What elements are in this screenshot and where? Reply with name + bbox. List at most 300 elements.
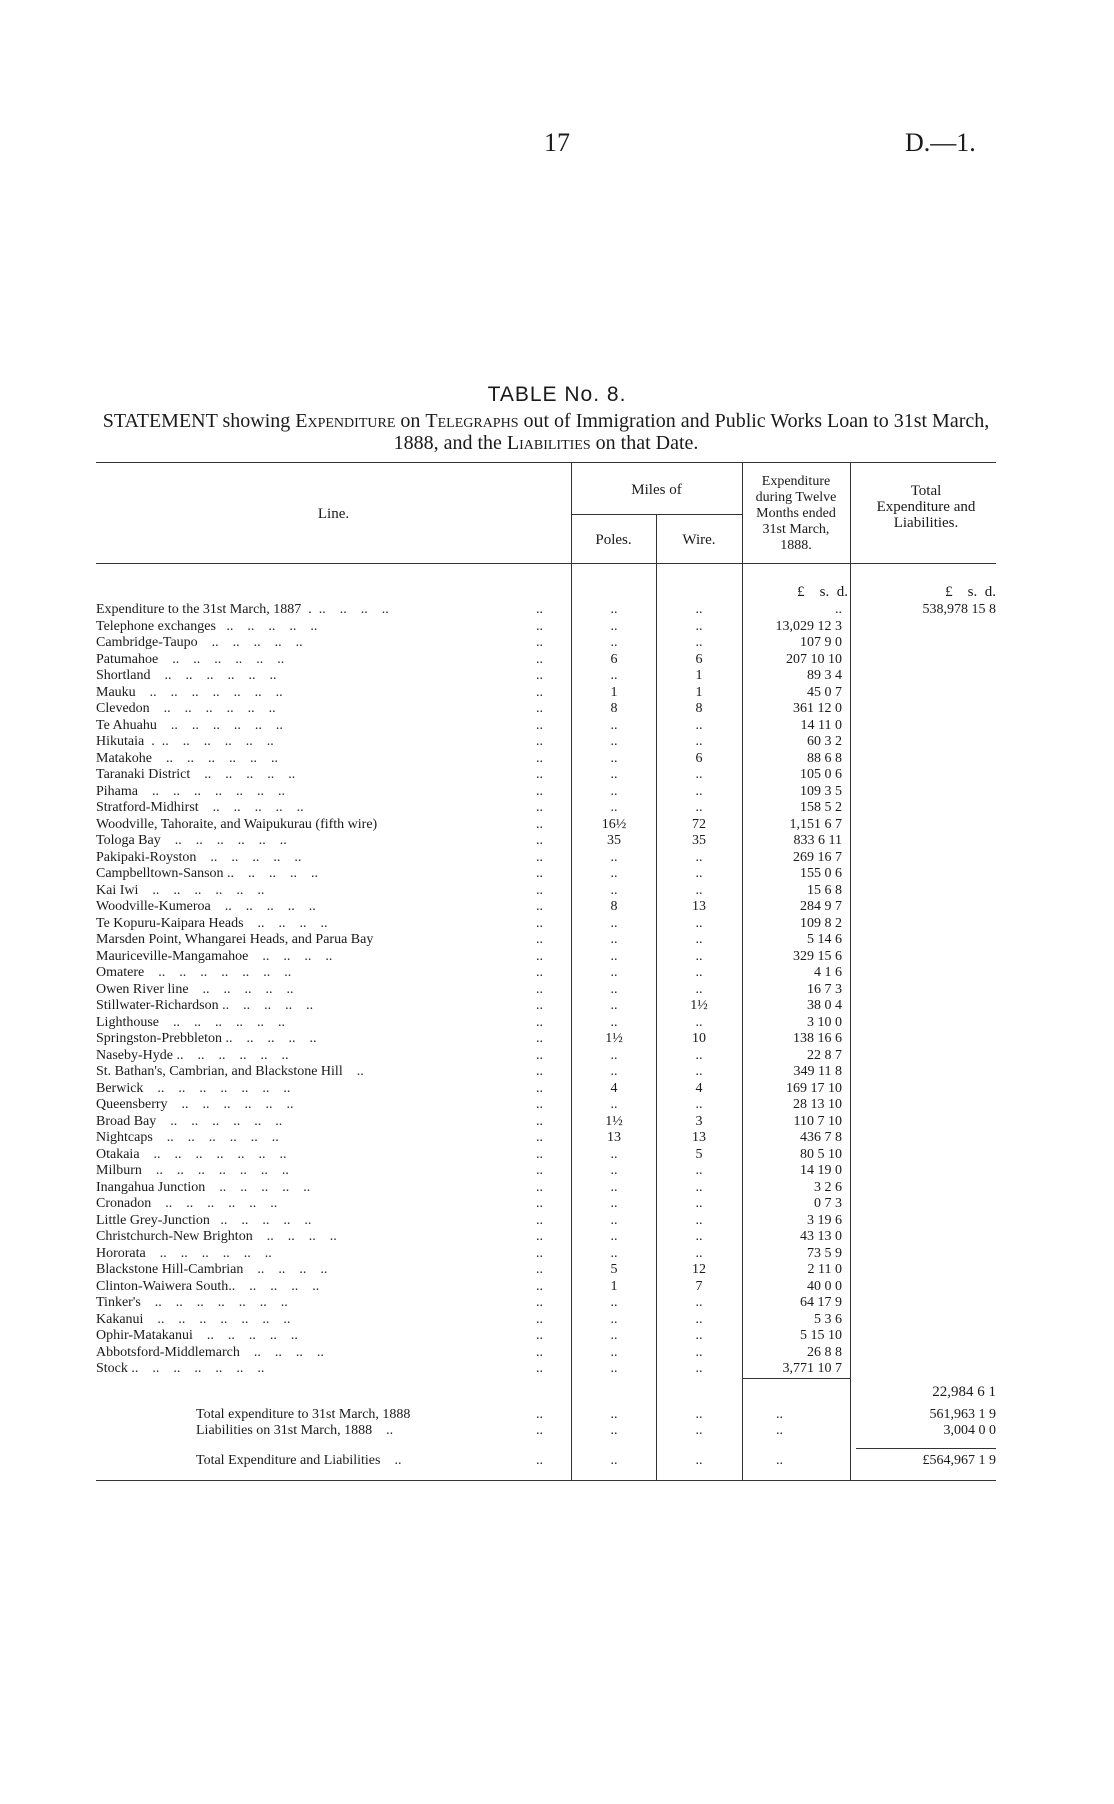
table-row (0, 1295, 1114, 1311)
dots: .. (536, 1212, 543, 1228)
expenditure-value: 45 0 7 (807, 684, 842, 700)
expenditure-value: 109 3 5 (800, 783, 842, 799)
table-row (0, 1064, 1114, 1080)
poles-value: 1 (610, 684, 618, 700)
header-miles-of: Miles of (631, 482, 682, 498)
expenditure-value: 0 7 3 (814, 1196, 842, 1211)
table-row (0, 800, 1114, 816)
dots: .. (536, 998, 543, 1013)
table-row (0, 1048, 1114, 1064)
poles-value: .. (610, 998, 618, 1013)
dots: .. (536, 651, 543, 667)
line-name: Patumahoe .. .. .. .. .. .. (96, 651, 285, 667)
dots: .. (536, 684, 543, 700)
poles-value: 16½ (601, 816, 627, 832)
page-number: 17 (544, 128, 570, 157)
expenditure-value: 3 19 6 (807, 1212, 842, 1228)
table-row (0, 635, 1114, 651)
expenditure-value: 15 6 8 (807, 882, 842, 898)
wire-value: 35 (692, 833, 706, 848)
dots: .. (536, 1163, 543, 1178)
line-name: Clinton-Waiwera South.. .. .. .. .. (96, 1278, 320, 1294)
wire-value: .. (695, 882, 703, 898)
grand-total-value: £564,967 1 9 (922, 1453, 996, 1468)
poles-value: .. (610, 800, 618, 815)
wire-value: .. (695, 734, 703, 749)
wire-value: 10 (692, 1031, 706, 1046)
poles-value: 13 (607, 1130, 621, 1145)
wire-value: 6 (695, 750, 703, 766)
dots: .. (536, 783, 543, 799)
expenditure-value: 64 17 9 (800, 1295, 842, 1310)
table-row (0, 784, 1114, 800)
poles-value: .. (610, 1097, 618, 1112)
poles-value: .. (610, 635, 618, 650)
expenditure-value: 436 7 8 (800, 1130, 842, 1145)
line-name: St. Bathan's, Cambrian, and Blackstone Hill .. (96, 1064, 364, 1079)
table-row (0, 685, 1114, 701)
table-row (0, 734, 1114, 750)
expenditure-value: 26 8 8 (807, 1344, 842, 1360)
line-name: Pihama .. .. .. .. .. .. .. (96, 783, 285, 799)
dots: .. (695, 1453, 703, 1468)
wire-value: .. (695, 965, 703, 980)
dots: .. (536, 668, 543, 683)
dots: .. (776, 1453, 783, 1468)
line-name: Otakaia .. .. .. .. .. .. .. (96, 1146, 287, 1162)
dots: .. (610, 1407, 618, 1422)
wire-value: 13 (692, 899, 706, 914)
table-top-rule (96, 462, 996, 463)
dots: .. (536, 1311, 543, 1327)
dots: .. (776, 1423, 783, 1438)
poles-value: .. (610, 1328, 618, 1343)
poles-value: 8 (610, 701, 618, 716)
expenditure-value: 169 17 10 (786, 1080, 842, 1096)
line-name: Abbotsford-Middlemarch .. .. .. .. (96, 1344, 324, 1360)
table-row (0, 866, 1114, 882)
table-row (0, 1180, 1114, 1196)
poles-value: .. (610, 1179, 618, 1195)
wire-value: .. (695, 1361, 703, 1376)
statement-expenditure: Expenditure (295, 410, 396, 432)
dots: .. (536, 717, 543, 733)
table-row (0, 1031, 1114, 1047)
table-row (0, 1345, 1114, 1361)
poles-value: .. (610, 1361, 618, 1376)
line-name: Matakohe .. .. .. .. .. .. (96, 750, 278, 766)
expenditure-value: 43 13 0 (800, 1229, 842, 1244)
table-row (0, 1097, 1114, 1113)
table-row (0, 833, 1114, 849)
dots: .. (536, 1262, 543, 1277)
dots: .. (536, 1179, 543, 1195)
document-code: D.—1. (905, 128, 976, 157)
table-row (0, 1114, 1114, 1130)
dots: .. (536, 882, 543, 898)
wire-value: .. (695, 1179, 703, 1195)
header-wire: Wire. (682, 532, 716, 548)
wire-value: .. (695, 1097, 703, 1112)
table-row (0, 652, 1114, 668)
wire-value: 13 (692, 1130, 706, 1145)
dots: .. (776, 1407, 783, 1422)
line-name: Milburn .. .. .. .. .. .. .. (96, 1163, 289, 1178)
subtotal-value: 22,984 6 1 (932, 1384, 996, 1400)
wire-value: 5 (695, 1146, 703, 1162)
wire-value: .. (695, 1014, 703, 1030)
line-name: Hororata .. .. .. .. .. .. (96, 1245, 272, 1261)
wire-value: .. (695, 800, 703, 815)
dots: .. (536, 1080, 543, 1096)
wire-value: .. (695, 635, 703, 650)
wire-value: 1 (695, 684, 703, 700)
expenditure-value: 105 0 6 (800, 767, 842, 782)
line-name: Naseby-Hyde .. .. .. .. .. .. (96, 1047, 289, 1063)
table-title: TABLE No. 8. (487, 383, 627, 406)
dots: .. (536, 1113, 543, 1129)
liabilities-row (0, 1422, 1114, 1440)
expenditure-value: 22 8 7 (807, 1047, 842, 1063)
statement-text: out of Immigration and Public Works Loan to 31st March, 1888, and the (393, 410, 990, 454)
expenditure-value: 269 16 7 (793, 849, 842, 865)
dots: .. (536, 1014, 543, 1030)
dots: .. (536, 1453, 543, 1468)
table-row (0, 1163, 1114, 1179)
header-bottom-rule (96, 563, 996, 564)
line-name: Lighthouse .. .. .. .. .. .. (96, 1014, 285, 1030)
expenditure-value: 349 11 8 (793, 1064, 842, 1079)
wire-value: .. (695, 1328, 703, 1343)
line-name: Owen River line .. .. .. .. .. (96, 981, 294, 997)
wire-value: 8 (695, 701, 703, 716)
expenditure-value: 3,771 10 7 (782, 1361, 842, 1376)
dots: .. (536, 899, 543, 914)
wire-value: .. (695, 1311, 703, 1327)
line-name: Broad Bay .. .. .. .. .. .. (96, 1113, 283, 1129)
table-row (0, 949, 1114, 965)
line-name: Te Kopuru-Kaipara Heads .. .. .. .. (96, 915, 328, 931)
expenditure-value: 329 15 6 (793, 948, 842, 964)
line-name: Kakanui .. .. .. .. .. .. .. (96, 1311, 291, 1327)
poles-value: .. (610, 849, 618, 865)
statement-text: showing (222, 410, 291, 432)
table-row (0, 899, 1114, 915)
liabilities-value: 3,004 0 0 (943, 1423, 996, 1438)
expenditure-value: 138 16 6 (793, 1031, 842, 1046)
expenditure-value: 88 6 8 (807, 750, 842, 766)
header-line: Line. (317, 506, 350, 522)
wire-value: .. (695, 1212, 703, 1228)
expenditure-value: 4 1 6 (814, 965, 842, 980)
line-name: Stillwater-Richardson .. .. .. .. .. (96, 998, 314, 1013)
line-name: Tologa Bay .. .. .. .. .. .. (96, 833, 287, 848)
line-name: Ophir-Matakanui .. .. .. .. .. (96, 1328, 298, 1343)
poles-value: .. (610, 1014, 618, 1030)
table-row (0, 916, 1114, 932)
line-name: Berwick .. .. .. .. .. .. .. (96, 1080, 291, 1096)
line-name: Nightcaps .. .. .. .. .. .. (96, 1130, 279, 1145)
expenditure-value: 284 9 7 (800, 899, 842, 914)
line-name: Tinker's .. .. .. .. .. .. .. (96, 1295, 288, 1310)
poles-value: 35 (607, 833, 621, 848)
table-row (0, 619, 1114, 635)
dots: .. (536, 1064, 543, 1079)
poles-value: 5 (610, 1262, 618, 1277)
subtotal-rule (742, 1378, 850, 1379)
wire-value: 72 (692, 816, 706, 832)
dots: .. (536, 816, 543, 832)
poles-value: 8 (610, 899, 618, 914)
wire-value: .. (695, 948, 703, 964)
expenditure-value: 158 5 2 (800, 800, 842, 815)
header-expenditure: Expenditure during Twelve Months ended 31st March, 1888. (755, 474, 837, 553)
liabilities-label: Liabilities on 31st March, 1888 .. (196, 1423, 394, 1438)
dots: .. (536, 602, 543, 617)
wire-value: .. (695, 849, 703, 865)
wire-value: 12 (692, 1262, 706, 1277)
line-name: Shortland .. .. .. .. .. .. (96, 668, 277, 683)
table-row (0, 1246, 1114, 1262)
statement-liabilities: Liabilities (506, 432, 591, 454)
line-name: Hikutaia . .. .. .. .. .. .. (96, 734, 274, 749)
line-name: Blackstone Hill-Cambrian .. .. .. .. (96, 1262, 328, 1277)
table-row (0, 965, 1114, 981)
table-row (0, 850, 1114, 866)
line-name: Stratford-Midhirst .. .. .. .. .. (96, 800, 304, 815)
table-row (0, 1361, 1114, 1377)
dots: .. (536, 1328, 543, 1343)
poles-value: 1½ (605, 1031, 623, 1046)
expenditure-value: 40 0 0 (807, 1278, 842, 1294)
line-name: Woodville, Tahoraite, and Waipukurau (fifth wire) (96, 816, 378, 832)
line-name: Mauku .. .. .. .. .. .. .. (96, 684, 283, 700)
poles-value: .. (610, 1196, 618, 1211)
dots: .. (536, 701, 543, 716)
poles-value: .. (610, 1047, 618, 1063)
wire-value: .. (695, 618, 703, 634)
expenditure-value: 89 3 4 (807, 668, 842, 683)
line-name: Omatere .. .. .. .. .. .. .. (96, 965, 292, 980)
expenditure-value: 28 13 10 (793, 1097, 842, 1112)
dots: .. (695, 1407, 703, 1422)
poles-value: .. (610, 1245, 618, 1261)
table-bottom-rule (96, 1480, 996, 1481)
poles-value: .. (610, 1163, 618, 1178)
dots: .. (536, 1278, 543, 1294)
poles-value: .. (610, 717, 618, 733)
table-row (0, 883, 1114, 899)
dots: .. (536, 948, 543, 964)
poles-value: .. (610, 767, 618, 782)
poles-value: .. (610, 1344, 618, 1360)
poles-value: .. (610, 618, 618, 634)
statement-lead: STATEMENT (102, 410, 218, 432)
expenditure-value: 109 8 2 (800, 915, 842, 931)
dots: .. (536, 1196, 543, 1211)
table-row (0, 1015, 1114, 1031)
expenditure-value: 73 5 9 (807, 1245, 842, 1261)
header-poles: Poles. (595, 532, 632, 548)
dots: .. (536, 915, 543, 931)
wire-value: 1½ (690, 998, 708, 1013)
poles-value: .. (610, 668, 618, 683)
line-name: Kai Iwi .. .. .. .. .. .. (96, 882, 265, 898)
poles-value: 1½ (605, 1113, 623, 1129)
statement-telegraphs: Telegraphs (425, 410, 519, 432)
line-name: Marsden Point, Whangarei Heads, and Parua Bay (96, 932, 374, 947)
dots: .. (695, 1423, 703, 1438)
table-row (0, 767, 1114, 783)
poles-value: .. (610, 1212, 618, 1228)
table-row (0, 602, 1114, 618)
wire-value: .. (695, 1163, 703, 1178)
poles-value: 4 (610, 1080, 618, 1096)
expenditure-value: 2 11 0 (807, 1262, 842, 1277)
dots: .. (536, 1344, 543, 1360)
unit-pds-total: £ s. d. (945, 584, 996, 600)
dots: .. (536, 1031, 543, 1046)
wire-value: .. (695, 1064, 703, 1079)
dots: .. (536, 1423, 543, 1438)
dots: .. (536, 866, 543, 881)
poles-value: .. (610, 1311, 618, 1327)
wire-value: .. (695, 932, 703, 947)
poles-value: .. (610, 1229, 618, 1244)
dots: .. (536, 1295, 543, 1310)
line-name: Taranaki District .. .. .. .. .. (96, 767, 296, 782)
line-name: Inangahua Junction .. .. .. .. .. (96, 1179, 311, 1195)
poles-value: .. (610, 783, 618, 799)
expenditure-value: 5 14 6 (807, 932, 842, 947)
table-row (0, 998, 1114, 1014)
dots: .. (536, 833, 543, 848)
dots: .. (536, 1229, 543, 1244)
wire-value: .. (695, 915, 703, 931)
poles-value: .. (610, 915, 618, 931)
dots: .. (610, 1453, 618, 1468)
dots: .. (536, 1047, 543, 1063)
poles-value: 6 (610, 651, 618, 667)
wire-value: 7 (695, 1278, 703, 1294)
expenditure-value: 361 12 0 (793, 701, 842, 716)
wire-value: .. (695, 981, 703, 997)
total-expenditure-value: 561,963 1 9 (929, 1407, 996, 1422)
dots: .. (536, 1407, 543, 1422)
table-row (0, 1147, 1114, 1163)
line-name: Expenditure to the 31st March, 1887 . .. .. .. .. (96, 602, 389, 617)
line-name: Springston-Prebbleton .. .. .. .. .. (96, 1031, 317, 1046)
table-row (0, 718, 1114, 734)
poles-value: .. (610, 965, 618, 980)
expenditure-value: 60 3 2 (807, 734, 842, 749)
table-row (0, 1262, 1114, 1278)
expenditure-value: 3 2 6 (814, 1179, 842, 1195)
line-name: Christchurch-New Brighton .. .. .. .. (96, 1229, 337, 1244)
expenditure-value: 833 6 11 (793, 833, 842, 848)
table-row (0, 1312, 1114, 1328)
wire-value: .. (695, 1245, 703, 1261)
poles-value: .. (610, 981, 618, 997)
line-name: Woodville-Kumeroa .. .. .. .. .. (96, 899, 316, 914)
table-row (0, 817, 1114, 833)
table-row (0, 932, 1114, 948)
table-row (0, 1081, 1114, 1097)
table-row (0, 1229, 1114, 1245)
expenditure-value: 107 9 0 (800, 635, 842, 650)
poles-value: 1 (610, 1278, 618, 1294)
wire-value: 6 (695, 651, 703, 667)
line-name: Clevedon .. .. .. .. .. .. (96, 701, 276, 716)
statement-heading (96, 410, 996, 454)
wire-value: .. (695, 1295, 703, 1310)
line-name: Cronadon .. .. .. .. .. .. (96, 1196, 278, 1211)
table-row (0, 1213, 1114, 1229)
line-name: Te Ahuahu .. .. .. .. .. .. (96, 717, 283, 733)
line-name: Cambridge-Taupo .. .. .. .. .. (96, 635, 303, 650)
wire-value: 1 (695, 668, 703, 683)
wire-value: .. (695, 1229, 703, 1244)
table-row (0, 1130, 1114, 1146)
wire-value: .. (695, 717, 703, 733)
dots: .. (536, 1245, 543, 1261)
statement-text: on that Date. (595, 432, 699, 454)
line-name: Stock .. .. .. .. .. .. .. (96, 1361, 265, 1376)
total-expenditure-label: Total expenditure to 31st March, 1888 (196, 1407, 411, 1422)
line-name: Queensberry .. .. .. .. .. .. (96, 1097, 294, 1112)
grand-total-row (0, 1452, 1114, 1470)
expenditure-value: 155 0 6 (800, 866, 842, 881)
table-row (0, 751, 1114, 767)
dots: .. (536, 750, 543, 766)
poles-value: .. (610, 882, 618, 898)
expenditure-value: 207 10 10 (786, 651, 842, 667)
expenditure-value: 110 7 10 (793, 1113, 842, 1129)
dots: .. (536, 932, 543, 947)
subtotal-row (0, 1383, 1114, 1401)
wire-value: .. (695, 1196, 703, 1211)
statement-text: on (400, 410, 421, 432)
poles-value: .. (610, 750, 618, 766)
wire-value: .. (695, 602, 703, 617)
wire-value: .. (695, 767, 703, 782)
wire-value: 3 (695, 1113, 703, 1129)
line-name: Campbelltown-Sanson .. .. .. .. .. (96, 866, 319, 881)
line-name: Mauriceville-Mangamahoe .. .. .. .. (96, 948, 333, 964)
line-name: Pakipaki-Royston .. .. .. .. .. (96, 849, 302, 865)
table-row (0, 1328, 1114, 1344)
dots: .. (536, 1361, 543, 1376)
expenditure-value: 3 10 0 (807, 1014, 842, 1030)
expenditure-value: 16 7 3 (807, 981, 842, 997)
dots: .. (536, 965, 543, 980)
expenditure-value: 80 5 10 (800, 1146, 842, 1162)
table-row (0, 1196, 1114, 1212)
table-row (0, 668, 1114, 684)
expenditure-value: 13,029 12 3 (775, 618, 842, 634)
expenditure-value: 1,151 6 7 (789, 816, 842, 832)
expenditure-value: 5 15 10 (800, 1328, 842, 1343)
grand-total-label: Total Expenditure and Liabilities .. (196, 1453, 402, 1468)
wire-value: .. (695, 1047, 703, 1063)
expenditure-value: 38 0 4 (807, 998, 842, 1013)
poles-value: .. (610, 866, 618, 881)
poles-value: .. (610, 734, 618, 749)
unit-pds-exp: £ s. d. (797, 584, 848, 600)
dots: .. (536, 800, 543, 815)
dots: .. (536, 618, 543, 634)
dots: .. (536, 767, 543, 782)
